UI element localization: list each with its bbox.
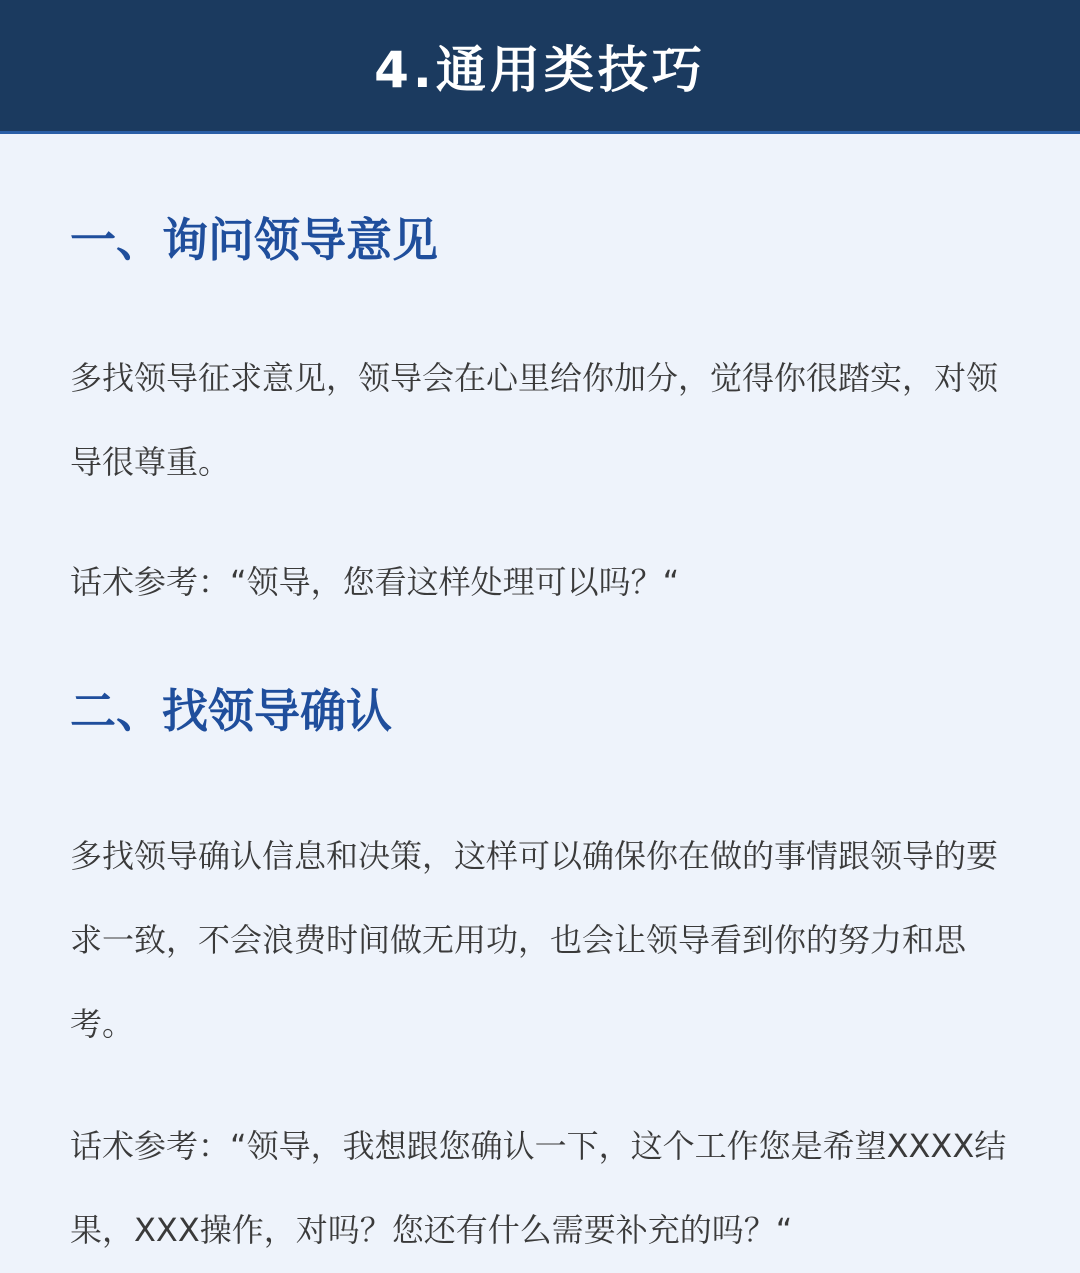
page-header — [0, 0, 1080, 134]
section-body-confirm: 多找领导确认信息和决策，这样可以确保你在做的事情跟领导的要求一致，不会浪费时间做无用功，也会让领导看到你的努力和思考。 — [70, 837, 999, 1043]
section-script-confirm: 话术参考：“领导，我想跟您确认一下，这个工作您是希望XXXX结果，XXX操作，对吗？您还有什么需要补充的吗？“ — [70, 1127, 1007, 1249]
section-script-ask-opinion: 话术参考：“领导，您看这样处理可以吗？“ — [70, 563, 680, 601]
section-body-ask-opinion: 多找领导征求意见，领导会在心里给你加分，觉得你很踏实，对领导很尊重。 — [70, 359, 999, 481]
section-heading-confirm: 二、找领导确认 — [70, 684, 392, 738]
section-heading-ask-opinion: 一、询问领导意见 — [70, 213, 438, 267]
page-title: 4.通用类技巧 — [374, 40, 706, 99]
